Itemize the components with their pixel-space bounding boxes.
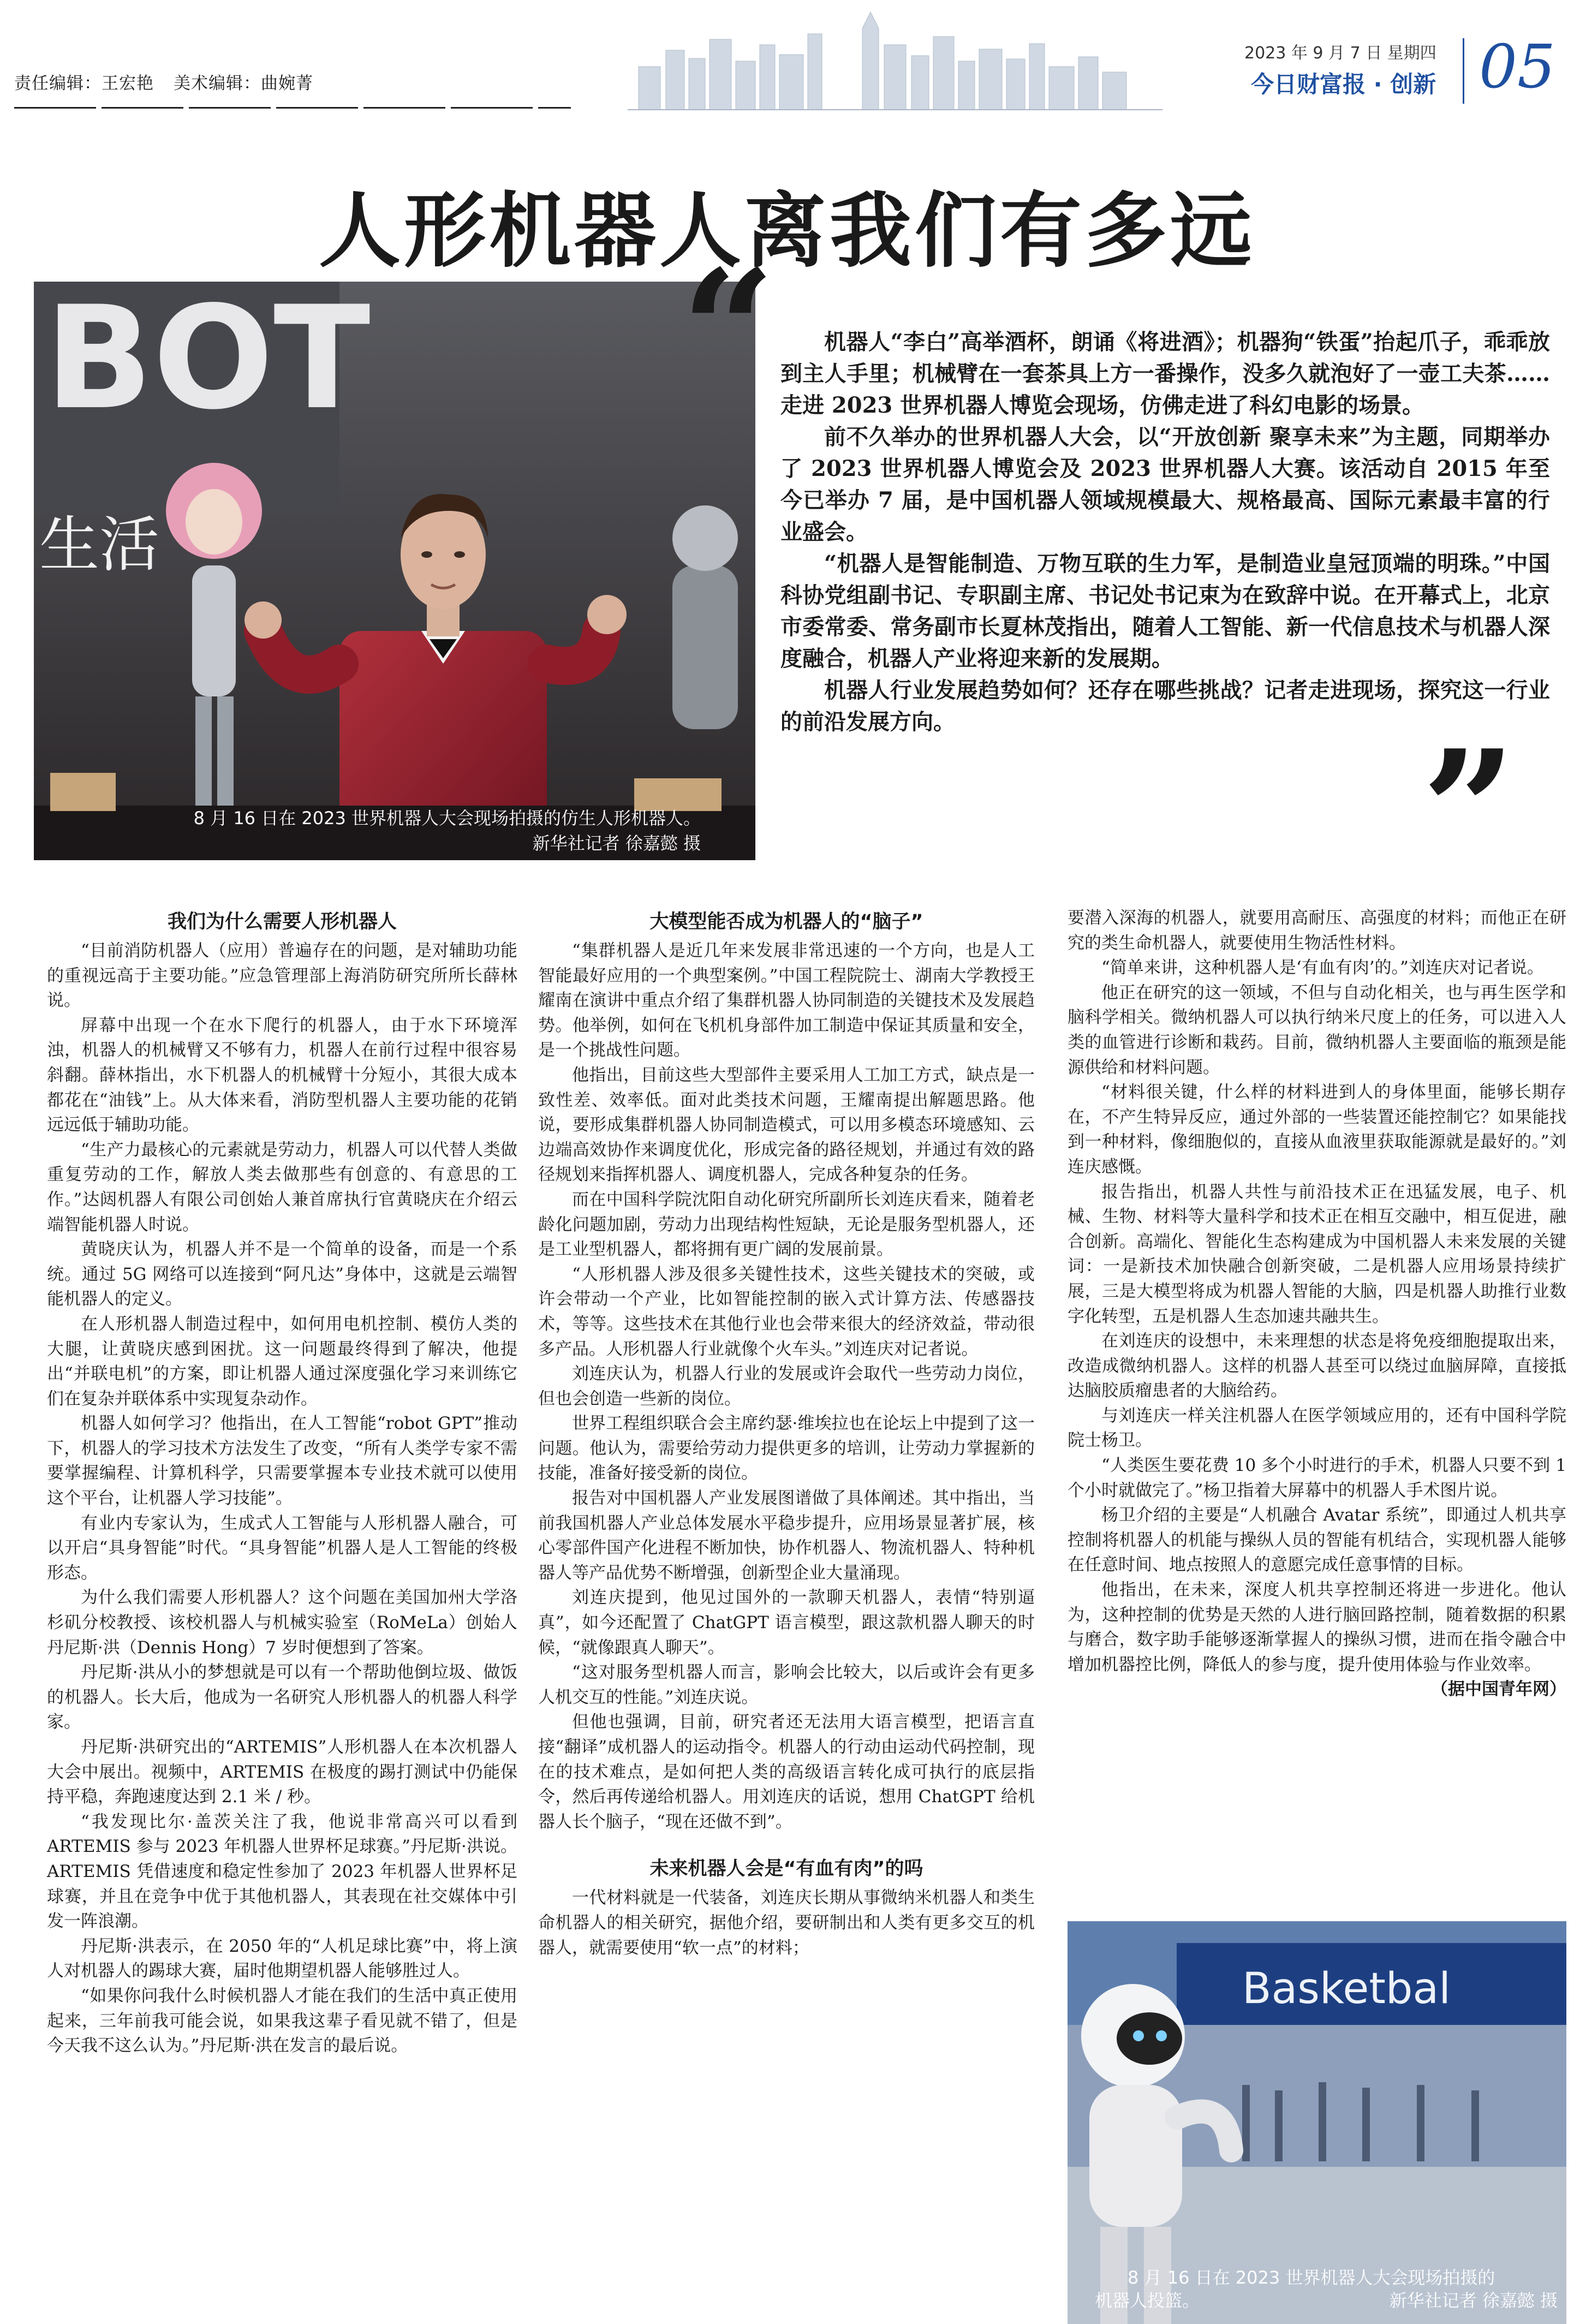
body-paragraph: “材料很关键，什么样的材料进到人的身体里面，能够长期存在，不产生特异反应，通过外部的一些装置还能控制它？如果能找到一种材料，像细胞似的，直接从血液里获取能源就是最好的。”刘连庆感慨。 [1068,1082,1566,1177]
basketball-photo-caption [1068,2266,1566,2312]
basketball-robot-photo [1068,1921,1566,2324]
article-column-1 [47,906,517,2059]
article-source: （据中国青年网） [1431,1679,1566,1700]
body-paragraph: “人类医生要花费 10 多个小时进行的手术，机器人只要不到 1 个小时就做完了。”杨卫指着大屏幕中的机器人手术图片说。 [1068,1456,1566,1500]
body-paragraph: 有业内专家认为，生成式人工智能与人形机器人融合，可以开启“具身智能”时代。“具身智能”机器人是人工智能的终极形态。 [47,1513,517,1583]
body-paragraph: 丹尼斯·洪表示，在 2050 年的“人机足球比赛”中，将上演人对机器人的踢球大赛，届时他期望机器人能够胜过人。 [47,1936,517,1981]
body-paragraph: 为什么我们需要人形机器人？这个问题在美国加州大学洛杉矶分校教授、该校机器人与机械实验室（RoMeLa）创始人丹尼斯·洪（Dennis Hong）7 岁时便想到了答案。 [47,1588,517,1658]
article-column-2 [538,906,1035,1960]
lead-photo-caption-line2: 新华社记者 徐嘉懿 摄 [532,833,701,854]
close-quote-mark: ” [1422,714,1516,907]
body-paragraph: “我发现比尔·盖茨关注了我，他说非常高兴可以看到 ARTEMIS 参与 2023 年机器人世界杯足球赛。”丹尼斯·洪说。ARTEMIS 凭借速度和稳定性参加了 2023 年机器人世界杯足球赛，并且在竞争中优于其他机器人，其表现在社交媒体中引发一阵浪潮。 [47,1811,517,1932]
open-quote-mark: “ [681,234,776,426]
art-editor-credit: 美术编辑：曲婉菁 [174,74,313,93]
basketball-caption-line1: 8 月 16 日在 2023 世界机器人大会现场拍摄的 [1128,2267,1495,2288]
backdrop-text-life: 生活 [39,510,159,580]
body-paragraph: 丹尼斯·洪从小的梦想就是可以有一个帮助他倒垃圾、做饭的机器人。长大后，他成为一名研究人形机器人的机器人科学家。 [47,1662,517,1732]
backdrop-text-bot: BOT [45,282,371,441]
body-paragraph: 在刘连庆的设想中，未来理想的状态是将免疫细胞提取出来，改造成微纳机器人。这样的机器人甚至可以绕过血脑屏障，直接抵达脑胶质瘤患者的大脑给药。 [1068,1331,1566,1401]
body-paragraph: 机器人如何学习？他指出，在人工智能“robot GPT”推动下，机器人的学习技术方法发生了改变，“所有人类学专家不需要掌握编程、计算机科学，只需要掌握本专业技术就可以使用这个平台，让机器人学习技能”。 [47,1414,517,1509]
lede-paragraph: 前不久举办的世界机器人大会，以“开放创新 聚享未来”为主题，同期举办了 2023 世界机器人博览会及 2023 世界机器人大赛。该活动自 2015 年至今已举办 7 届，是中国机器人领域规模最大、规格最高、国际元素最丰富的行业盛会。 [780,424,1550,545]
backdrop-text-basketball: Basketbal [1242,1964,1451,2013]
body-paragraph: “如果你问我什么时候机器人才能在我们的生活中真正使用起来，三年前我可能会说，如果我这辈子看见就不错了，但是今天我不这么认为。”丹尼斯·洪在发言的最后说。 [47,1986,517,2056]
body-paragraph: 要潜入深海的机器人，就要用高耐压、高强度的材料；而他正在研究的类生命机器人，就要使用生物活性材料。 [1068,908,1566,953]
issue-date: 2023 年 9 月 7 日 星期四 [1244,44,1436,63]
body-paragraph: 一代材料就是一代装备，刘连庆长期从事微纳米机器人和类生命机器人的相关研究，据他介绍，要研制出和人类有更多交互的机器人，就需要使用“软一点”的材料； [538,1888,1035,1958]
lead-photo-caption [34,806,755,860]
body-paragraph: “人形机器人涉及很多关键性技术，这些关键技术的突破，或许会带动一个产业，比如智能控制的嵌入式计算方法、传感器技术，等等。这些技术在其他行业也会带来很大的经济效益，带动很多产品。人形机器人行业就像个火车头。”刘连庆对记者说。 [538,1264,1035,1359]
body-paragraph: “简单来讲，这种机器人是‘有血有肉’的。”刘连庆对记者说。 [1101,958,1544,978]
body-paragraph: “这对服务型机器人而言，影响会比较大，以后或许会有更多人机交互的性能。”刘连庆说。 [538,1662,1035,1707]
body-paragraph: 报告指出，机器人共性与前沿技术正在迅猛发展，电子、机械、生物、材料等大量科学和技术正在相互交融中，相互促进，融合创新。高端化、智能化生态构建成为中国机器人未来发展的关键词：一是新技术加快融合创新突破，二是机器人应用场景持续扩展，三是大模型将成为机器人智能的大脑，四是机器人助推行业数字化转型，五是机器人生态加速共融共生。 [1068,1182,1566,1326]
basketball-robot-illustration [1068,1921,1566,2324]
section-title: 未来机器人会是“有血有肉”的吗 [649,1858,923,1880]
body-paragraph: 他指出，在未来，深度人机共享控制还将进一步进化。他认为，这种控制的优势是天然的人进行脑回路控制，随着数据的积累与磨合，数字助手能够逐渐掌握人的操纵习惯，进而在指令融合中增加机器控比例，降低人的参与度，提升使用体验与作业效率。 [1068,1580,1566,1675]
editor-credit: 责任编辑：王宏艳 [14,74,154,93]
lead-photo-caption-line1: 8 月 16 日在 2023 世界机器人大会现场拍摄的仿生人形机器人。 [193,808,701,829]
header-separator [1463,38,1464,104]
humanoid-robot-illustration [34,282,755,860]
body-paragraph: 他正在研究的这一领域，不但与自动化相关，也与再生医学和脑科学相关。微纳机器人可以执行纳米尺度上的任务，可以进入人类的血管进行诊断和栽药。目前，微纳机器人主要面临的瓶颈是能源供给和材料问题。 [1068,982,1566,1077]
paper-section-name: 今日财富报 · 创新 [1251,71,1436,98]
lede-block [780,326,1550,738]
lede-paragraph: “机器人是智能制造、万物互联的生力军，是制造业皇冠顶端的明珠。”中国科协党组副书记、专职副主席、书记处书记束为在致辞中说。在开幕式上，北京市委常委、常务副市长夏林茂指出，随着人工智能、新一代信息技术与机器人深度融合，机器人产业将迎来新的发展期。 [780,551,1550,671]
body-paragraph: 在人形机器人制造过程中，如何用电机控制、模仿人类的大腿，让黄晓庆感到困扰。这一问题最终得到了解决，他提出“并联电机”的方案，即让机器人通过深度强化学习来训练它们在复杂并联体系中实现复杂动作。 [47,1314,517,1409]
section-title: 我们为什么需要人形机器人 [167,911,397,933]
body-paragraph: 而在中国科学院沈阳自动化研究所副所长刘连庆看来，随着老龄化问题加剧，劳动力出现结构性短缺，无论是服务型机器人，还是工业型机器人，都将拥有更广阔的发展前景。 [538,1189,1035,1260]
lede-paragraph: 机器人行业发展趋势如何？还存在哪些挑战？记者走进现场，探究这一行业的前沿发展方向。 [780,677,1550,735]
body-paragraph: 与刘连庆一样关注机器人在医学领域应用的，还有中国科学院院士杨卫。 [1068,1405,1566,1451]
body-paragraph: 世界工程组织联合会主席约瑟·维埃拉也在论坛上中提到了这一问题。他认为，需要给劳动力提供更多的培训，让劳动力掌握新的技能，准备好接受新的岗位。 [538,1414,1035,1483]
header-rule [14,107,571,109]
body-paragraph: 他指出，目前这些大型部件主要采用人工加工方式，缺点是一致性差、效率低。面对此类技术问题，王耀南提出解题思路。他说，要形成集群机器人协同制造模式，可以用多模态环境感知、云边端高效协作来调度优化，形成完备的路径规划，并通过有效的路径规划来指挥机器人、调度机器人，完成各种复杂的任务。 [538,1065,1035,1185]
body-paragraph: 杨卫介绍的主要是“人机融合 Avatar 系统”，即通过人机共享控制将机器人的机能与操纵人员的智能有机结合，实现机器人能够在任意时间、地点按照人的意愿完成任意事情的目标。 [1068,1505,1566,1575]
basketball-caption-credit: 新华社记者 徐嘉懿 摄 [1389,2290,1558,2311]
body-paragraph: “目前消防机器人（应用）普遍存在的问题，是对辅助功能的重视远高于主要功能。”应急管理部上海消防研究所所长薛林说。 [47,941,517,1011]
headline: 人形机器人离我们有多远 [318,183,1255,279]
body-paragraph: 丹尼斯·洪研究出的“ARTEMIS”人形机器人在本次机器人大会中展出。视频中，ARTEMIS 在极度的踢打测试中仍能保持平稳，奔跑速度达到 2.1 米 / 秒。 [47,1737,517,1807]
body-paragraph: “集群机器人是近几年来发展非常迅速的一个方向，也是人工智能最好应用的一个典型案例。”中国工程院院士、湖南大学教授王耀南在演讲中重点介绍了集群机器人协同制造的关键技术及发展趋势。他举例，如何在飞机机身部件加工制造中保证其质量和安全，是一个挑战性问题。 [538,941,1035,1060]
body-paragraph: 报告对中国机器人产业发展图谱做了具体阐述。其中指出，当前我国机器人产业总体发展水平稳步提升，应用场景显著扩展，核心零部件国产化进程不断加快，协作机器人、物流机器人、特种机器人等产品优势不断增强，创新型企业大量涌现。 [538,1488,1035,1583]
body-paragraph: 但他也强调，目前，研究者还无法用大语言模型，把语言直接“翻译”成机器人的运动指令。机器人的行动由运动代码控制，现在的技术难点，是如何把人类的高级语言转化成可执行的底层指令，然后再传递给机器人。用刘连庆的话说，想用 ChatGPT 给机器人长个脑子，“现在还做不到”。 [538,1712,1035,1832]
basketball-caption-line2 [1068,2289,1566,2312]
body-paragraph: 黄晓庆认为，机器人并不是一个简单的设备，而是一个系统。通过 5G 网络可以连接到“阿凡达”身体中，这就是云端智能机器人的定义。 [47,1240,517,1309]
body-paragraph: “生产力最核心的元素就是劳动力，机器人可以代替人类做重复劳动的工作，解放人类去做那些有创意的、有意思的工作。”达闼机器人有限公司创始人兼首席执行官黄晓庆在介绍云端智能机器人时说。 [47,1140,517,1235]
article-column-3 [1068,906,1566,1702]
city-skyline-graphic [628,7,1162,110]
section-title: 大模型能否成为机器人的“脑子” [649,911,923,933]
lede-paragraph: 机器人“李白”高举酒杯，朗诵《将进酒》；机器狗“铁蛋”抬起爪子，乖乖放到主人手里；机械臂在一套茶具上方一番操作，没多久就泡好了一壶工夫茶……走进 2023 世界机器人博览会现场，仿佛走进了科幻电影的场景。 [780,329,1550,418]
body-paragraph: 刘连庆认为，机器人行业的发展或许会取代一些劳动力岗位，但也会创造一些新的岗位。 [538,1364,1035,1409]
body-paragraph: 刘连庆提到，他见过国外的一款聊天机器人，表情“特别逼真”，如今还配置了 ChatGPT 语言模型，跟这款机器人聊天的时候，“就像跟真人聊天”。 [538,1588,1035,1658]
basketball-caption-subject: 机器人投篮。 [1095,2290,1200,2311]
page-number: 05 [1479,32,1555,102]
lead-photo [34,282,755,860]
page-credits [14,69,313,94]
body-paragraph: 屏幕中出现一个在水下爬行的机器人，由于水下环境浑浊，机器人的机械臂又不够有力，机器人在前行过程中很容易斜翻。薛林指出，水下机器人的机械臂十分短小，其很大成本都花在“油钱”上。从大体来看，消防型机器人主要功能的花销远远低于辅助功能。 [47,1015,517,1135]
